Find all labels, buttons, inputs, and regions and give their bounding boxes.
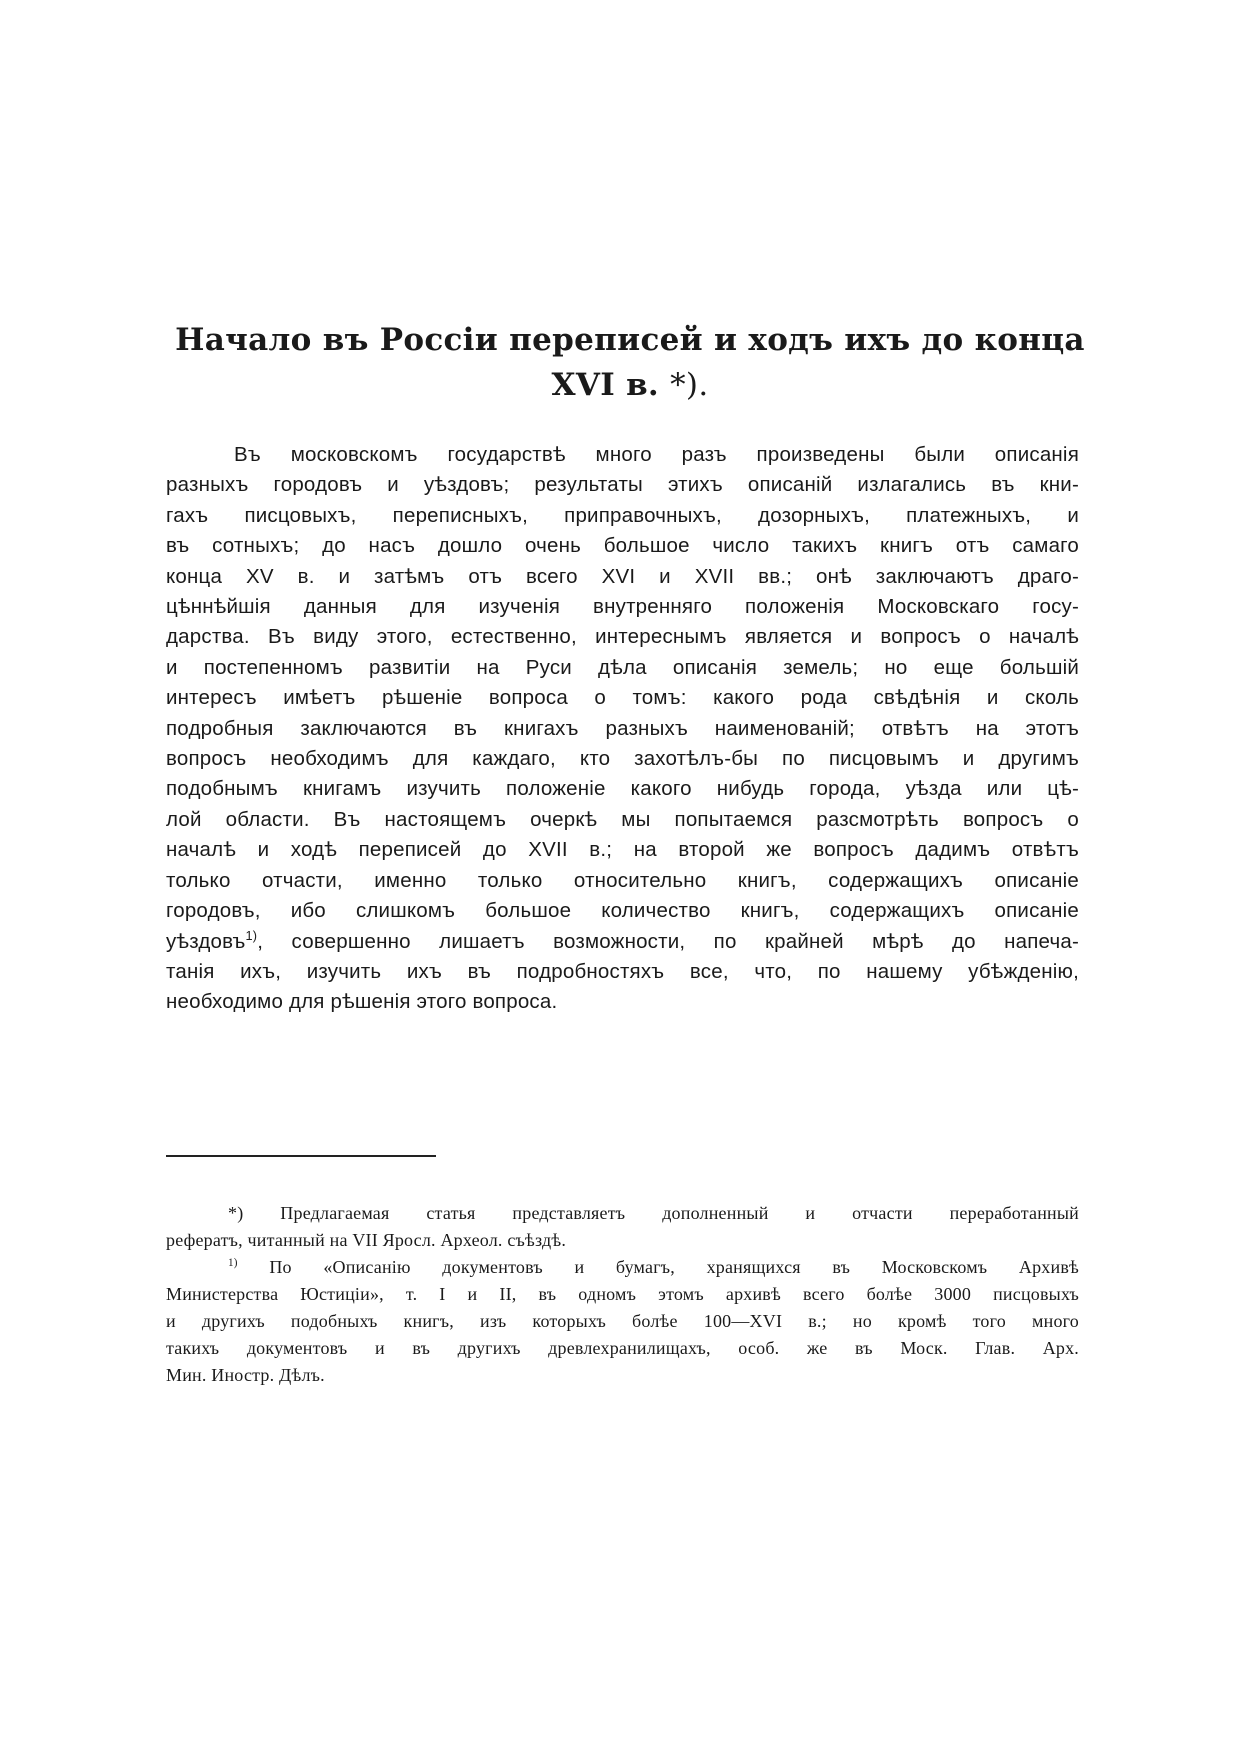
footnote-star-line: рефератъ, читанный на VII Яросл. Археол. съѣздѣ.: [166, 1230, 567, 1250]
text-line: только отчасти, именно только относительно книгъ, содержащихъ описаніе: [166, 868, 1079, 892]
page-title: [150, 318, 1110, 408]
title-line-1: Начало въ Россіи переписей и ходъ ихъ до конца: [175, 322, 1085, 358]
text-line: вопросъ необходимъ для каждаго, кто захотѣлъ-бы по писцовымъ и другимъ: [166, 747, 1079, 771]
footnote-1-line: [166, 1254, 1079, 1281]
text-line: началѣ и ходѣ переписей до XVII в.; на второй же вопросъ дадимъ отвѣтъ: [166, 838, 1079, 862]
footnote-ref-1: 1): [245, 927, 258, 943]
text-line: конца XV в. и затѣмъ отъ всего XVI и XVII вв.; онѣ заключаютъ драго-: [166, 564, 1079, 588]
main-paragraph: [166, 440, 1079, 1018]
footnotes: [166, 1200, 1079, 1389]
title-line-2: XVI в.: [551, 367, 660, 403]
text-line: [166, 927, 1079, 957]
footnote-separator: [166, 1155, 436, 1157]
text-line: гахъ писцовыхъ, переписныхъ, приправочныхъ, дозорныхъ, платежныхъ, и: [166, 503, 1079, 527]
text-line: подробныя заключаются въ книгахъ разныхъ наименованій; отвѣтъ на этотъ: [166, 716, 1079, 740]
footnote-1-line: Мин. Иностр. Дѣлъ.: [166, 1365, 325, 1385]
text-line: дарства. Въ виду этого, естественно, интереснымъ является и вопросъ о началѣ: [166, 625, 1079, 649]
text-line: необходимо для рѣшенія этого вопроса.: [166, 990, 558, 1014]
footnote-1-line: Министерства Юстиціи», т. I и II, въ одномъ этомъ архивѣ всего болѣе 3000 писцовыхъ: [166, 1284, 1079, 1304]
text-line: цѣннѣйшія данныя для изученія внутренняго положенія Московскаго госу-: [166, 595, 1079, 619]
text-line: въ сотныхъ; до насъ дошло очень большое число такихъ книгъ отъ самаго: [166, 534, 1079, 558]
footnote-mark: 1): [228, 1257, 238, 1269]
footnote-star-line: [166, 1200, 1079, 1227]
text-line: Въ московскомъ государствѣ много разъ произведены были описанія: [234, 443, 1079, 466]
text-line: подобнымъ книгамъ изучить положеніе какого нибудь города, уѣзда или цѣ-: [166, 777, 1079, 801]
text-segment: , совершенно лишаетъ возможности, по крайней мѣрѣ до напеча-: [257, 929, 1079, 953]
text-line: разныхъ городовъ и уѣздовъ; результаты этихъ описаній излагались въ кни-: [166, 473, 1079, 497]
text-line: танія ихъ, изучить ихъ въ подробностяхъ все, что, по нашему убѣжденію,: [166, 959, 1079, 983]
title-footnote-mark: *).: [670, 367, 709, 403]
text-segment: уѣздовъ: [166, 929, 246, 953]
footnote-text: По «Описанію документовъ и бумагъ, хранящихся въ Московскомъ Архивѣ: [269, 1257, 1079, 1277]
footnote-mark: *): [228, 1203, 244, 1223]
footnote-1-line: такихъ документовъ и въ другихъ древлехранилищахъ, особ. же въ Моск. Глав. Арх.: [166, 1338, 1079, 1358]
text-line: интересъ имѣетъ рѣшеніе вопроса о томъ: какого рода свѣдѣнія и сколь: [166, 686, 1079, 710]
text-line: лой области. Въ настоящемъ очеркѣ мы попытаемся разсмотрѣть вопросъ о: [166, 807, 1079, 831]
footnote-1-line: и другихъ подобныхъ книгъ, изъ которыхъ болѣе 100—XVI в.; но кромѣ того много: [166, 1311, 1079, 1331]
footnote-text: Предлагаемая статья представляетъ дополненный и отчасти переработанный: [280, 1203, 1079, 1223]
text-line: городовъ, ибо слишкомъ большое количество книгъ, содержащихъ описаніе: [166, 899, 1079, 923]
text-line: и постепенномъ развитіи на Руси дѣла описанія земель; но еще большій: [166, 655, 1079, 679]
